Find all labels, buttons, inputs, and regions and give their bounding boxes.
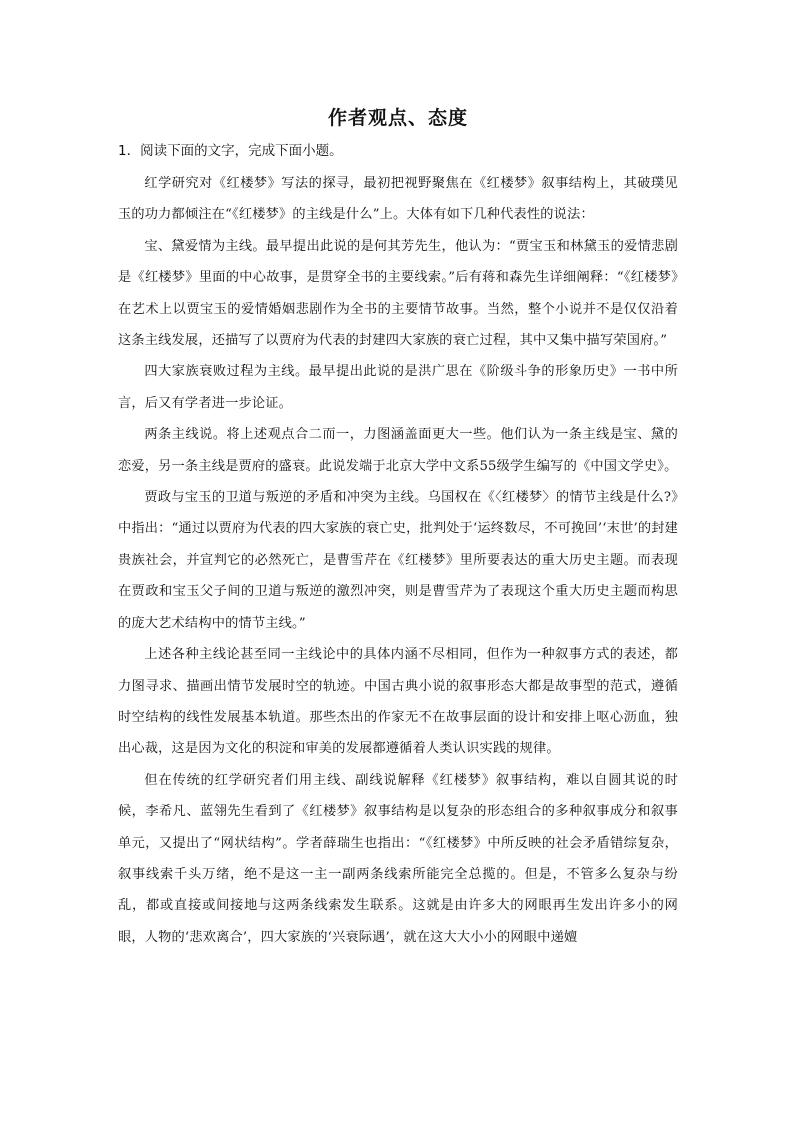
question-prompt: 1．阅读下面的文字，完成下面小题。 bbox=[118, 143, 343, 159]
paragraph: 红学研究对《红楼梦》写法的探寻，最初把视野聚焦在《红楼梦》叙事结构上，其破璞见玉的功力都倾注在“《红楼梦》的主线是什么”上。大体有如下几种代表性的说法： bbox=[118, 176, 678, 223]
paragraph: 两条主线说。将上述观点合二而一，力图涵盖面更大一些。他们认为一条主线是宝、黛的恋爱，另一条主线是贾府的盛衰。此说发端于北京大学中文系55级学生编写的《中国文学史》。 bbox=[118, 427, 678, 474]
document-title: 作者观点、态度 bbox=[327, 107, 468, 129]
paragraph: 宝、黛爱情为主线。最早提出此说的是何其芳先生，他认为：“贾宝玉和林黛玉的爱情悲剧是《红楼梦》里面的中心故事，是贯穿全书的主要线索。”后有蒋和森先生详细阐释：“《红楼梦》在艺术上以贾宝玉的爱情婚姻悲剧作为全书的主要情节故事。当然，整个小说并不是仅仅沿着这条主线发展，还描写了以贾府为代表的封建四大家族的衰亡过程，其中又集中描写荣国府。” bbox=[118, 238, 678, 349]
paragraph: 但在传统的红学研究者们用主线、副线说解释《红楼梦》叙事结构，难以自圆其说的时候，李希凡、蓝翎先生看到了《红楼梦》叙事结构是以复杂的形态组合的多种叙事成分和叙事单元，又提出了“网状结构”。学者薛瑞生也指出：“《红楼梦》中所反映的社会矛盾错综复杂，叙事线索千头万绪，绝不是这一主一副两条线索所能完全总揽的。但是，不管多么复杂与纷乱，都或直接或间接地与这两条线索发生联系。这就是由许多大的网眼再生发出许多小的网眼，人物的‘悲欢离合’，四大家族的‘兴衰际遇’，就在这大大小小的网眼中递嬗 bbox=[118, 772, 678, 945]
paragraph: 四大家族衰败过程为主线。最早提出此说的是洪广思在《阶级斗争的形象历史》一书中所言，后又有学者进一步论证。 bbox=[118, 364, 678, 411]
paragraph: 上述各种主线论甚至同一主线论中的具体内涵不尽相同，但作为一种叙事方式的表述，都力图寻求、描画出情节发展时空的轨迹。中国古典小说的叙事形态大都是故事型的范式，遵循时空结构的线性发展基本轨道。那些杰出的作家无不在故事层面的设计和安排上呕心沥血，独出心裁，这是因为文化的积淀和审美的发展都遵循着人类认识实践的规律。 bbox=[118, 647, 678, 757]
paragraph: 贾政与宝玉的卫道与叛逆的矛盾和冲突为主线。乌国权在《〈红楼梦〉的情节主线是什么?》中指出：“通过以贾府为代表的四大家族的衰亡史，批判处于‘运终数尽，不可挽回’‘末世’的封建贵族社会，并宣判它的必然死亡，是曹雪芹在《红楼梦》里所要表达的重大历史主题。而表现在贾政和宝玉父子间的卫道与叛逆的激烈冲突，则是曹雪芹为了表现这个重大历史主题而构思的庞大艺术结构中的情节主线。” bbox=[118, 490, 679, 631]
